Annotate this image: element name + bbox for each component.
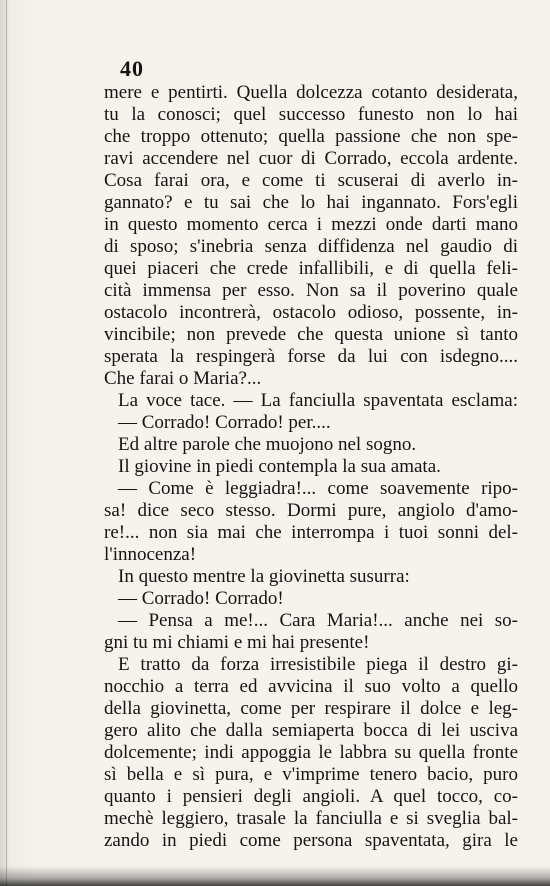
page-bottom-shadow <box>0 866 550 886</box>
text-line: La voce tace. — La fanciulla spaventata esclama: <box>118 390 518 411</box>
text-line: quanto i pensieri degli angioli. A quel tocco, co- <box>104 786 518 807</box>
text-line: In questo mentre la giovinetta susurra: <box>118 566 410 587</box>
text-line: di sposo; s'inebria senza diffidenza nel gaudio di <box>104 236 518 257</box>
text-line: E tratto da forza irresistibile piega il destro gi- <box>118 654 518 675</box>
text-line: nocchio a terra ed avvicina il suo volto a quello <box>104 676 518 697</box>
text-line: sperata la respingerà forse da lui con isdegno.... <box>104 346 518 367</box>
body-text <box>104 82 518 852</box>
text-line: ravi accendere nel cuor di Corrado, eccola ardente. <box>104 148 518 169</box>
text-line: in questo momento cerca i mezzi onde darti mano <box>104 214 518 235</box>
text-line: — Corrado! Corrado! per.... <box>118 412 331 433</box>
text-line: che troppo ottenuto; quella passione che non spe- <box>104 126 518 147</box>
text-line: — Corrado! Corrado! <box>118 588 284 609</box>
text-line: ostacolo incontrerà, ostacolo odioso, possente, in- <box>104 302 518 323</box>
text-line: Che farai o Maria?... <box>104 368 262 389</box>
page-number: 40 <box>120 56 144 81</box>
text-line: — Come è leggiadra!... come soavemente ripo- <box>118 478 518 499</box>
text-line: dolcemente; indi appoggia le labbra su quella fronte <box>104 742 518 763</box>
text-line: Ed altre parole che muojono nel sogno. <box>118 434 417 455</box>
text-line: sa! dice seco stesso. Dormi pure, angiolo d'amo- <box>104 500 518 521</box>
text-line: sì bella e sì pura, e v'imprime tenero bacio, puro <box>104 764 518 785</box>
text-line: della giovinetta, come per respirare il dolce e leg- <box>104 698 518 719</box>
text-line: re!... non sia mai che interrompa i tuoi sonni del- <box>104 522 518 543</box>
text-line: gni tu mi chiami e mi hai presente! <box>104 632 370 653</box>
page-spine-edge <box>6 0 7 886</box>
text-line: l'innocenza! <box>104 544 197 565</box>
text-line: mechè leggiero, trasale la fanciulla e si sveglia bal- <box>104 808 518 829</box>
text-line: gannato? e tu sai che lo hai ingannato. Fors'egli <box>104 192 518 213</box>
text-line: cità immensa per esso. Non sa il poverino quale <box>104 280 518 301</box>
text-line: zando in piedi come persona spaventata, gira le <box>104 830 518 851</box>
text-line: Cosa farai ora, e come ti scuserai di averlo in- <box>104 170 518 191</box>
text-line: gero alito che dalla semiaperta bocca di lei usciva <box>104 720 518 741</box>
text-line: Il giovine in piedi contempla la sua amata. <box>118 456 441 477</box>
text-line: mere e pentirti. Quella dolcezza cotanto desiderata, <box>104 82 518 103</box>
text-line: vincibile; non prevede che questa unione sì tanto <box>104 324 518 345</box>
text-line: quei piaceri che crede infallibili, e di quella feli- <box>104 258 518 279</box>
text-line: — Pensa a me!... Cara Maria!... anche nei so- <box>118 610 518 631</box>
text-line: tu la conosci; quel successo funesto non lo hai <box>104 104 518 125</box>
